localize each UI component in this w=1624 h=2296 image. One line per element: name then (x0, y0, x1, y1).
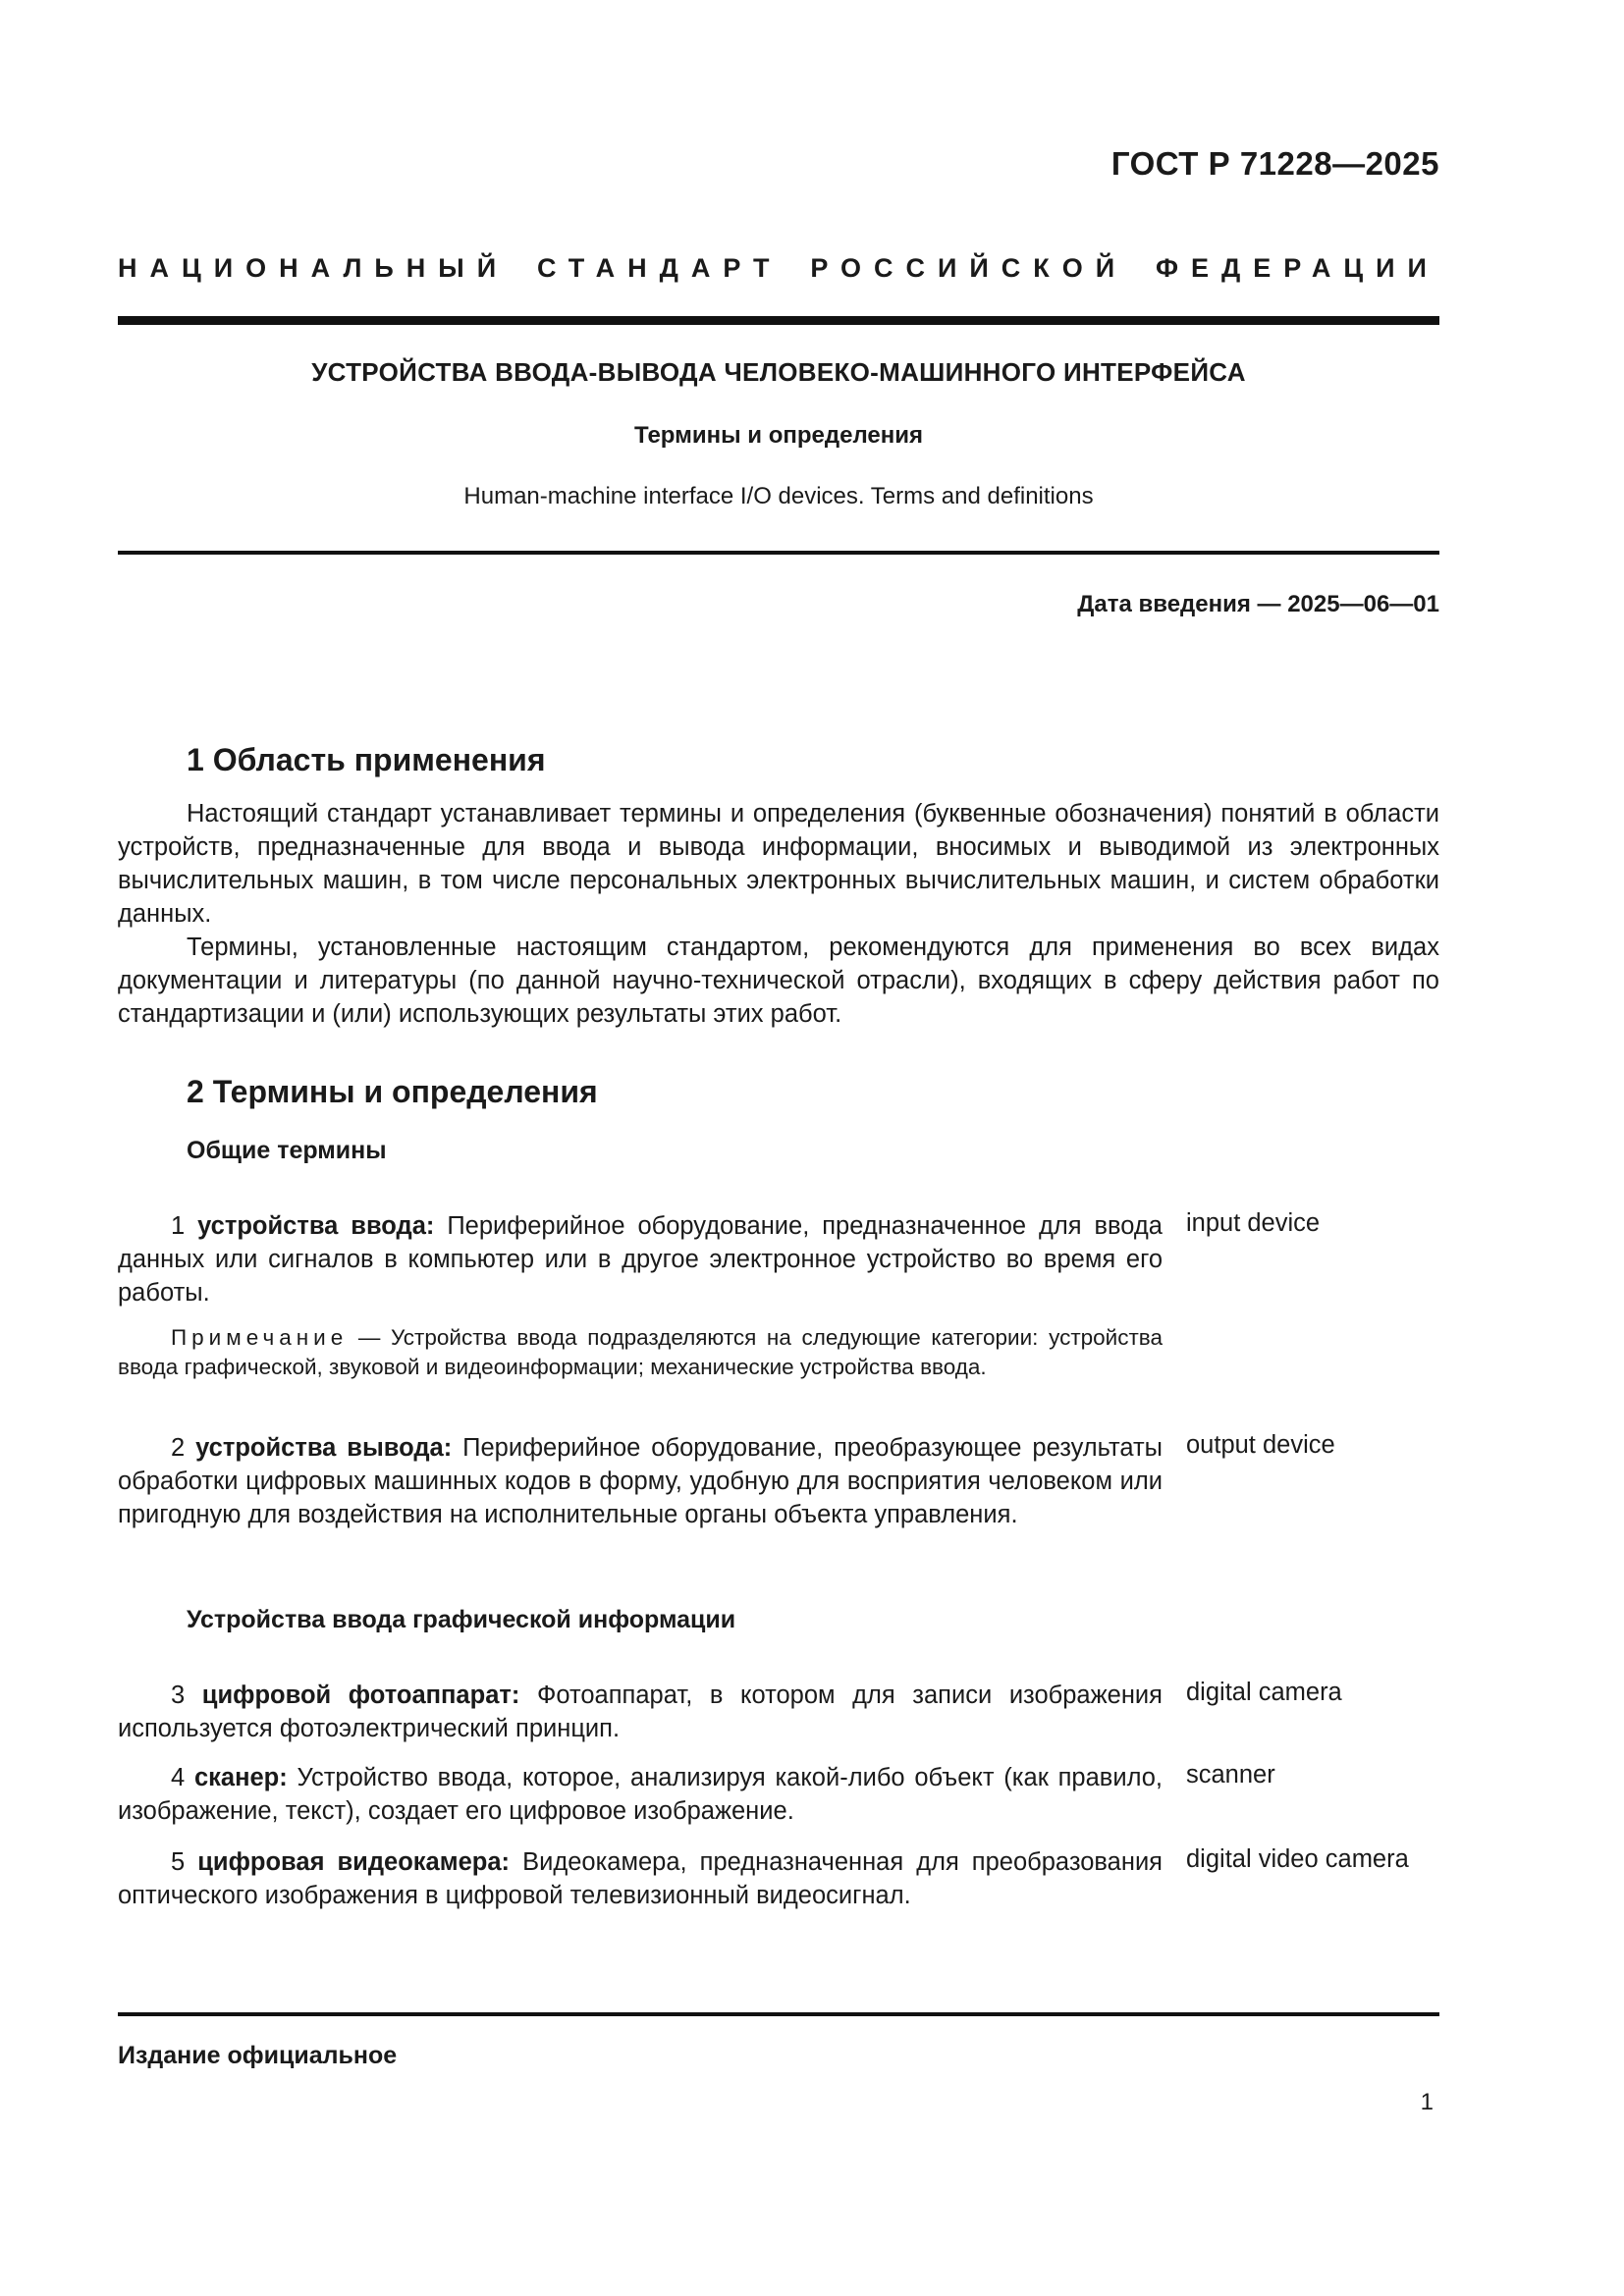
term-name: цифровой фотоаппарат: (201, 1682, 520, 1709)
term-number: 1 (171, 1212, 186, 1240)
term-number: 4 (171, 1764, 186, 1791)
term-english: digital video camera (1186, 1845, 1409, 1873)
national-standard-banner (118, 253, 1439, 284)
term-entry (118, 1845, 1163, 1912)
banner-word: РОССИЙСКОЙ (810, 253, 1128, 283)
note-label: Примечание (171, 1325, 349, 1350)
term-name: цифровая видеокамера: (197, 1848, 511, 1876)
document-page (118, 0, 1439, 2296)
section-1-paragraph-2: Термины, установленные настоящим стандартом, рекомендуются для применения во всех видах документации и литературы (по данной научно-технической отрасли), входящих в сферу действия работ по стандартизации и (или) использующих результаты этих работ. (118, 934, 1439, 1028)
term-name: устройства ввода: (197, 1212, 435, 1240)
banner-word: НАЦИОНАЛЬНЫЙ (118, 253, 510, 283)
term-english: scanner (1186, 1761, 1275, 1789)
section-2-heading: 2 Термины и определения (187, 1074, 598, 1109)
term-entry (118, 1431, 1163, 1531)
term-name: сканер: (193, 1764, 288, 1791)
term-number: 3 (171, 1682, 186, 1709)
term-number: 5 (171, 1848, 186, 1876)
term-english: input device (1186, 1209, 1321, 1237)
term-english: output device (1186, 1431, 1335, 1459)
official-edition-label: Издание официальное (118, 2042, 398, 2069)
banner-word: ФЕДЕРАЦИИ (1156, 253, 1439, 283)
document-subtitle: Термины и определения (633, 422, 924, 449)
standard-number: ГОСТ Р 71228—2025 (1110, 145, 1439, 182)
term-definition: Периферийное оборудование, преобразующее результаты обработки цифровых машинных кодов в форму, удобную для восприятия человеком или пригодную для воздействия на исполнительные органы объекта управления. (118, 1434, 1163, 1528)
header-divider (118, 316, 1439, 325)
group-heading-graphic-input: Устройства ввода графической информации (187, 1606, 736, 1633)
section-1-heading: 1 Область применения (187, 742, 546, 777)
term-english: digital camera (1186, 1679, 1342, 1706)
term-definition: Видеокамера, предназначенная для преобразования оптического изображения в цифровой телевизионный видеосигнал. (118, 1848, 1163, 1909)
english-title: Human-machine interface I/O devices. Terms and definitions (463, 483, 1094, 509)
page-number: 1 (1420, 2089, 1434, 2115)
document-title: УСТРОЙСТВА ВВОДА-ВЫВОДА ЧЕЛОВЕКО-МАШИННОГО ИНТЕРФЕЙСА (311, 357, 1246, 387)
section-1-paragraph-1: Настоящий стандарт устанавливает термины и определения (буквенные обозначения) понятий в области устройств, предназначенные для ввода и вывода информации, вносимых и выводимой из электронных вычислительных машин, в том числе персональных электронных вычислительных машин, и систем обработки данных. (118, 800, 1439, 928)
term-entry (118, 1679, 1163, 1745)
term-definition: Фотоаппарат, в котором для записи изображения используется фотоэлектрический принцип. (118, 1682, 1163, 1742)
banner-word: СТАНДАРТ (536, 253, 783, 283)
title-divider (118, 551, 1439, 555)
term-name: устройства вывода: (195, 1434, 453, 1462)
term-entry (118, 1209, 1163, 1309)
footer-divider (118, 2012, 1439, 2016)
note-text: — Устройства ввода подразделяются на следующие категории: устройства ввода графической, звуковой и видеоинформации; механические устройства ввода. (118, 1325, 1163, 1379)
term-entry (118, 1761, 1163, 1828)
term-number: 2 (171, 1434, 186, 1462)
term-definition: Периферийное оборудование, предназначенное для ввода данных или сигналов в компьютер или в другое электронное устройство во время его работы. (118, 1212, 1163, 1307)
term-definition: Устройство ввода, которое, анализируя какой-либо объект (как правило, изображение, текст), создает его цифровое изображение. (118, 1764, 1163, 1825)
group-heading-general: Общие термины (187, 1137, 387, 1164)
introduction-date: Дата введения — 2025—06—01 (1077, 591, 1439, 617)
term-note (118, 1323, 1163, 1382)
